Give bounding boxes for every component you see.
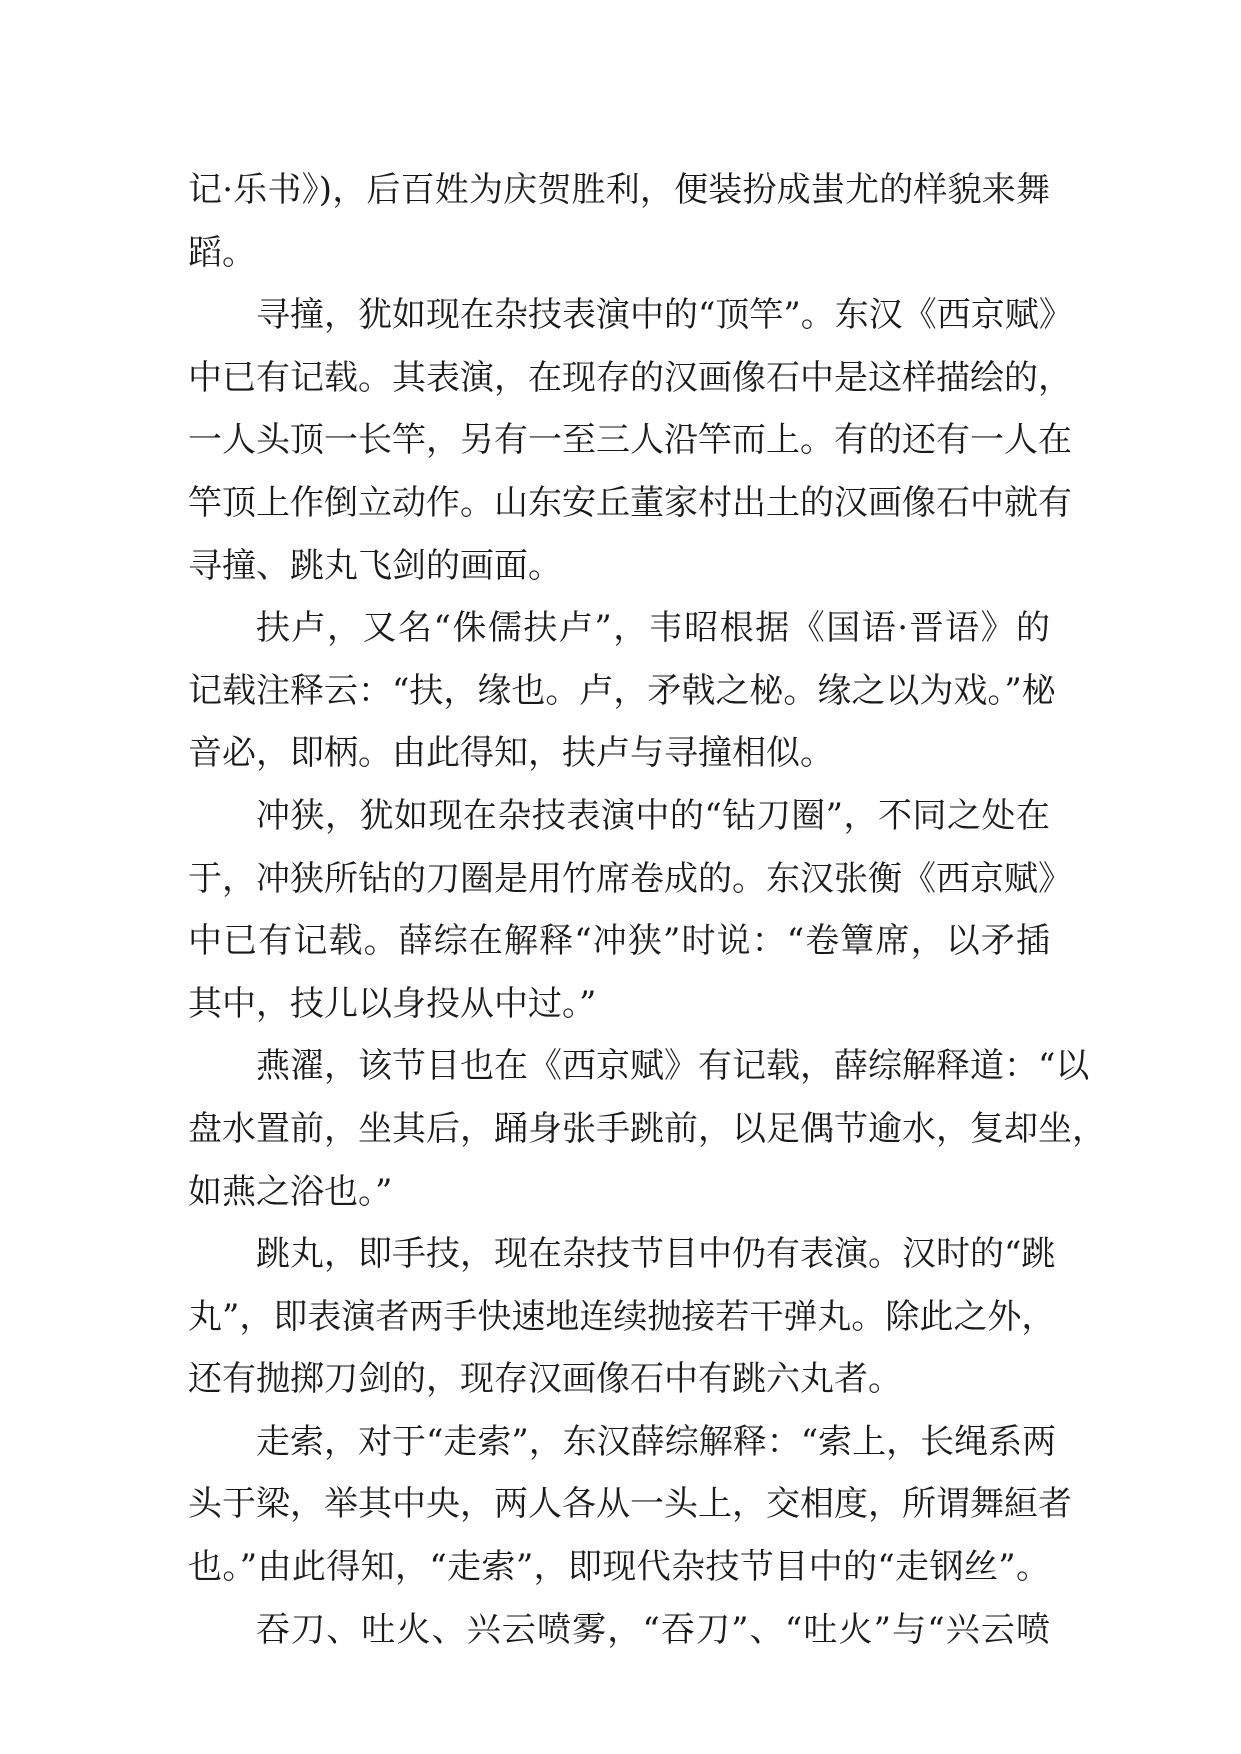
paragraph-start-line: 跳丸，即手技，现在杂技节目中仍有表演。汉时的“跳 xyxy=(256,1234,1056,1275)
text-line: 记·乐书》)，后百姓为庆贺胜利，便装扮成蚩尤的样貌来舞 xyxy=(188,170,1050,210)
paragraph-start-line: 吞刀、吐火、兴云喷雾，“吞刀”、“吐火”与“兴云喷 xyxy=(256,1609,1050,1650)
text-line: 中已有记载。其表演，在现存的汉画像石中是这样描绘的， xyxy=(188,357,1072,398)
text-line: 盘水置前，坐其后，踊身张手跳前，以足偶节逾水，复却坐， xyxy=(188,1108,1106,1149)
text-line: 其中，技儿以身投从中过。” xyxy=(188,983,597,1024)
text-line: 还有抛掷刀剑的，现存汉画像石中有跳六丸者。 xyxy=(188,1359,902,1400)
text-line: 中已有记载。薛综在解释“冲狭”时说：“卷簟席，以矛插 xyxy=(188,921,1050,962)
paragraph-start-line: 寻撞，犹如现在杂技表演中的“顶竿”。东汉《西京赋》 xyxy=(256,295,1073,336)
text-line: 丸”，即表演者两手快速地连续抛接若干弹丸。除此之外， xyxy=(188,1296,1056,1337)
text-line: 如燕之浴也。” xyxy=(188,1171,393,1212)
paragraph-start-line: 走索，对于“走索”，东汉薛综解释：“索上，长绳系两 xyxy=(256,1421,1057,1462)
text-line: 寻撞、跳丸飞剑的画面。 xyxy=(188,545,562,586)
text-line: 记载注释云：“扶，缘也。卢，矛戟之柲。缘之以为戏。”柲 xyxy=(188,670,1056,711)
text-line: 蹈。 xyxy=(188,232,256,273)
paragraph-start-line: 冲狭，犹如现在杂技表演中的“钻刀圈”，不同之处在 xyxy=(256,795,1050,836)
paragraph-start-line: 燕濯，该节目也在《西京赋》有记载，薛综解释道：“以 xyxy=(256,1046,1090,1087)
text-line: 头于梁，举其中央，两人各从一头上，交相度，所谓舞絙者 xyxy=(188,1484,1072,1525)
text-line: 音必，即柄。由此得知，扶卢与寻撞相似。 xyxy=(188,733,834,774)
text-line: 一人头顶一长竿，另有一至三人沿竿而上。有的还有一人在 xyxy=(188,420,1072,461)
text-line: 于，冲狭所钻的刀圈是用竹席卷成的。东汉张衡《西京赋》 xyxy=(188,858,1072,899)
paragraph-start-line: 扶卢，又名“侏儒扶卢”，韦昭根据《国语·晋语》的 xyxy=(256,608,1050,649)
text-line: 竿顶上作倒立动作。山东安丘董家村出土的汉画像石中就有 xyxy=(188,482,1072,523)
text-line: 也。”由此得知，“走索”，即现代杂技节目中的“走钢丝”。 xyxy=(188,1547,1050,1588)
body-text xyxy=(188,159,1106,1661)
